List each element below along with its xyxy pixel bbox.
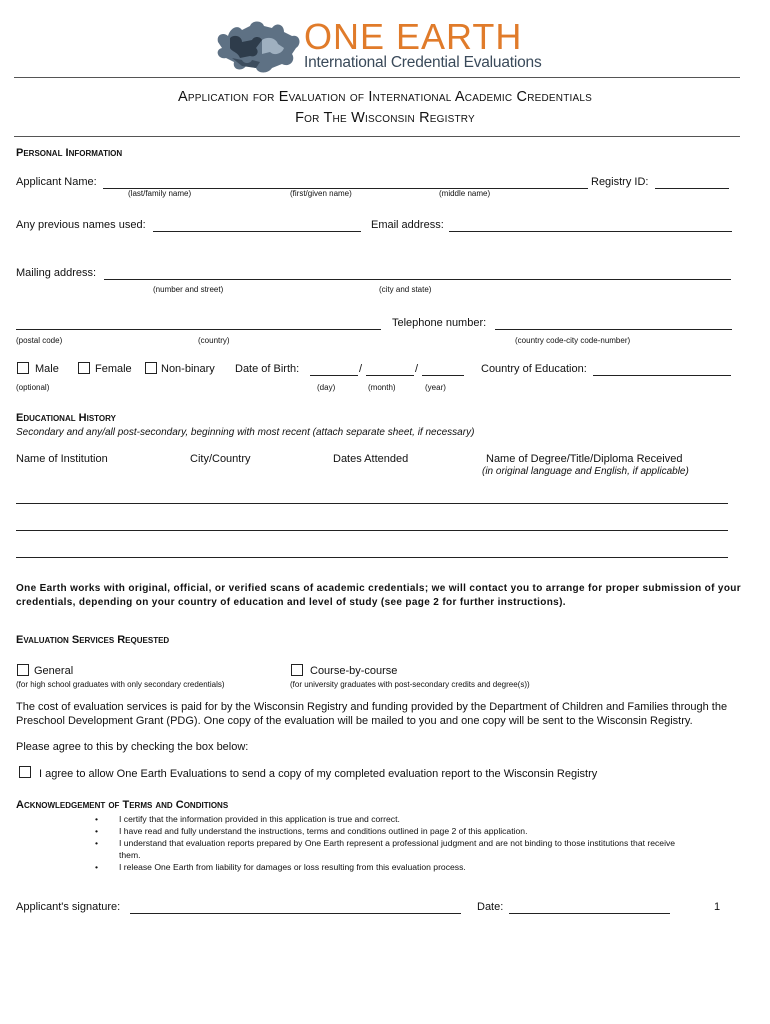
dob-separator: / <box>415 363 419 375</box>
sublabel-year: (year) <box>425 383 446 392</box>
email-label: Email address: <box>371 219 444 231</box>
date-label: Date: <box>477 901 504 913</box>
form-title-line1: Application for Evaluation of International Academic Credentials <box>178 89 592 105</box>
dob-day-field[interactable] <box>310 375 358 376</box>
education-entry-line[interactable] <box>16 530 728 531</box>
cost-statement: The cost of evaluation services is paid for by the Wisconsin Registry and funding provided by the Department of Children and Families through the Preschool Development Grant (PDG). One copy of the evaluation will be mailed to you and one copy will be sent to the Wisconsin Registry. <box>16 701 728 727</box>
divider <box>14 136 740 137</box>
education-note: Secondary and any/all post-secondary, beginning with most recent (attach separate sheet, if necessary) <box>16 427 475 438</box>
sublabel-month: (month) <box>368 383 396 392</box>
registry-id-field[interactable] <box>655 188 729 189</box>
column-header-degree-note: (in original language and English, if applicable) <box>482 466 689 477</box>
country-of-education-field[interactable] <box>593 375 731 376</box>
mailing-address-field[interactable] <box>104 279 731 280</box>
mailing-address-label: Mailing address: <box>16 267 97 279</box>
sublabel-country: (country) <box>198 336 230 345</box>
service-general-label: General <box>34 665 74 677</box>
gender-female-label: Female <box>95 363 132 375</box>
terms-item: • I certify that the information provided in this application is true and correct. <box>95 813 685 825</box>
sublabel-first-name: (first/given name) <box>290 189 352 198</box>
agree-label: I agree to allow One Earth Evaluations to send a copy of my completed evaluation report to the Wisconsin Registry <box>39 768 598 780</box>
agree-prompt: Please agree to this by checking the box below: <box>16 741 249 753</box>
previous-names-label: Any previous names used: <box>16 219 146 231</box>
email-field[interactable] <box>449 231 732 232</box>
sublabel-phone-format: (country code-city code-number) <box>515 336 631 345</box>
gender-female-checkbox[interactable] <box>78 362 90 374</box>
country-of-education-label: Country of Education: <box>481 363 587 375</box>
gender-male-label: Male <box>35 363 59 375</box>
education-entry-line[interactable] <box>16 557 728 558</box>
gender-nonbinary-label: Non-binary <box>161 363 215 375</box>
dob-year-field[interactable] <box>422 375 464 376</box>
column-header-degree: Name of Degree/Title/Diploma Received <box>486 453 683 465</box>
brand-name: ONE EARTH <box>304 16 523 57</box>
service-general-sub: (for high school graduates with only secondary credentials) <box>16 680 225 689</box>
sublabel-street: (number and street) <box>153 285 224 294</box>
credentials-notice: One Earth works with original, official, or verified scans of academic credentials; we will contact you to arrange for proper submission of your credentials, depending on your country of education and level of study (see page 2 for further instructions). <box>16 583 741 608</box>
terms-item: • I release One Earth from liability for damages or loss resulting from this evaluation process. <box>95 861 685 873</box>
dob-month-field[interactable] <box>366 375 414 376</box>
registry-id-label: Registry ID: <box>591 176 649 188</box>
service-general-checkbox[interactable] <box>17 664 29 676</box>
sublabel-optional: (optional) <box>16 383 50 392</box>
terms-item: • I understand that evaluation reports prepared by One Earth represent a professional judgment and are not binding to those institutions that receive them. <box>95 837 685 861</box>
divider <box>14 77 740 78</box>
brand-tagline: International Credential Evaluations <box>304 54 542 71</box>
column-header-institution: Name of Institution <box>16 453 108 465</box>
telephone-label: Telephone number: <box>392 317 487 329</box>
sublabel-day: (day) <box>317 383 336 392</box>
puzzle-globe-icon <box>212 14 304 74</box>
terms-list <box>95 813 685 873</box>
gender-male-checkbox[interactable] <box>17 362 29 374</box>
previous-names-field[interactable] <box>153 231 361 232</box>
form-title-line2: For The Wisconsin Registry <box>295 110 475 126</box>
section-heading-services: Evaluation Services Requested <box>16 634 170 646</box>
sublabel-last-name: (last/family name) <box>128 189 192 198</box>
agree-checkbox[interactable] <box>19 766 31 778</box>
signature-label: Applicant's signature: <box>16 901 121 913</box>
page-number: 1 <box>714 901 721 913</box>
gender-nonbinary-checkbox[interactable] <box>145 362 157 374</box>
service-course-label: Course-by-course <box>310 665 398 677</box>
service-course-sub: (for university graduates with post-secondary credits and degree(s)) <box>290 680 530 689</box>
applicant-name-label: Applicant Name: <box>16 176 97 188</box>
sublabel-postal-code: (postal code) <box>16 336 63 345</box>
sublabel-middle-name: (middle name) <box>439 189 491 198</box>
postal-country-field[interactable] <box>16 329 381 330</box>
column-header-city-country: City/Country <box>190 453 251 465</box>
terms-item: • I have read and fully understand the instructions, terms and conditions outlined in page 2 of this application. <box>95 825 685 837</box>
column-header-dates: Dates Attended <box>333 453 409 465</box>
dob-label: Date of Birth: <box>235 363 300 375</box>
section-heading-personal: Personal Information <box>16 147 123 159</box>
logo <box>212 14 562 76</box>
section-heading-education: Educational History <box>16 412 116 424</box>
sublabel-city: (city and state) <box>379 285 432 294</box>
signature-field[interactable] <box>130 913 461 914</box>
dob-separator: / <box>359 363 363 375</box>
service-course-checkbox[interactable] <box>291 664 303 676</box>
section-heading-terms: Acknowledgement of Terms and Conditions <box>16 799 229 811</box>
telephone-field[interactable] <box>495 329 732 330</box>
education-entry-line[interactable] <box>16 503 728 504</box>
date-field[interactable] <box>509 913 670 914</box>
